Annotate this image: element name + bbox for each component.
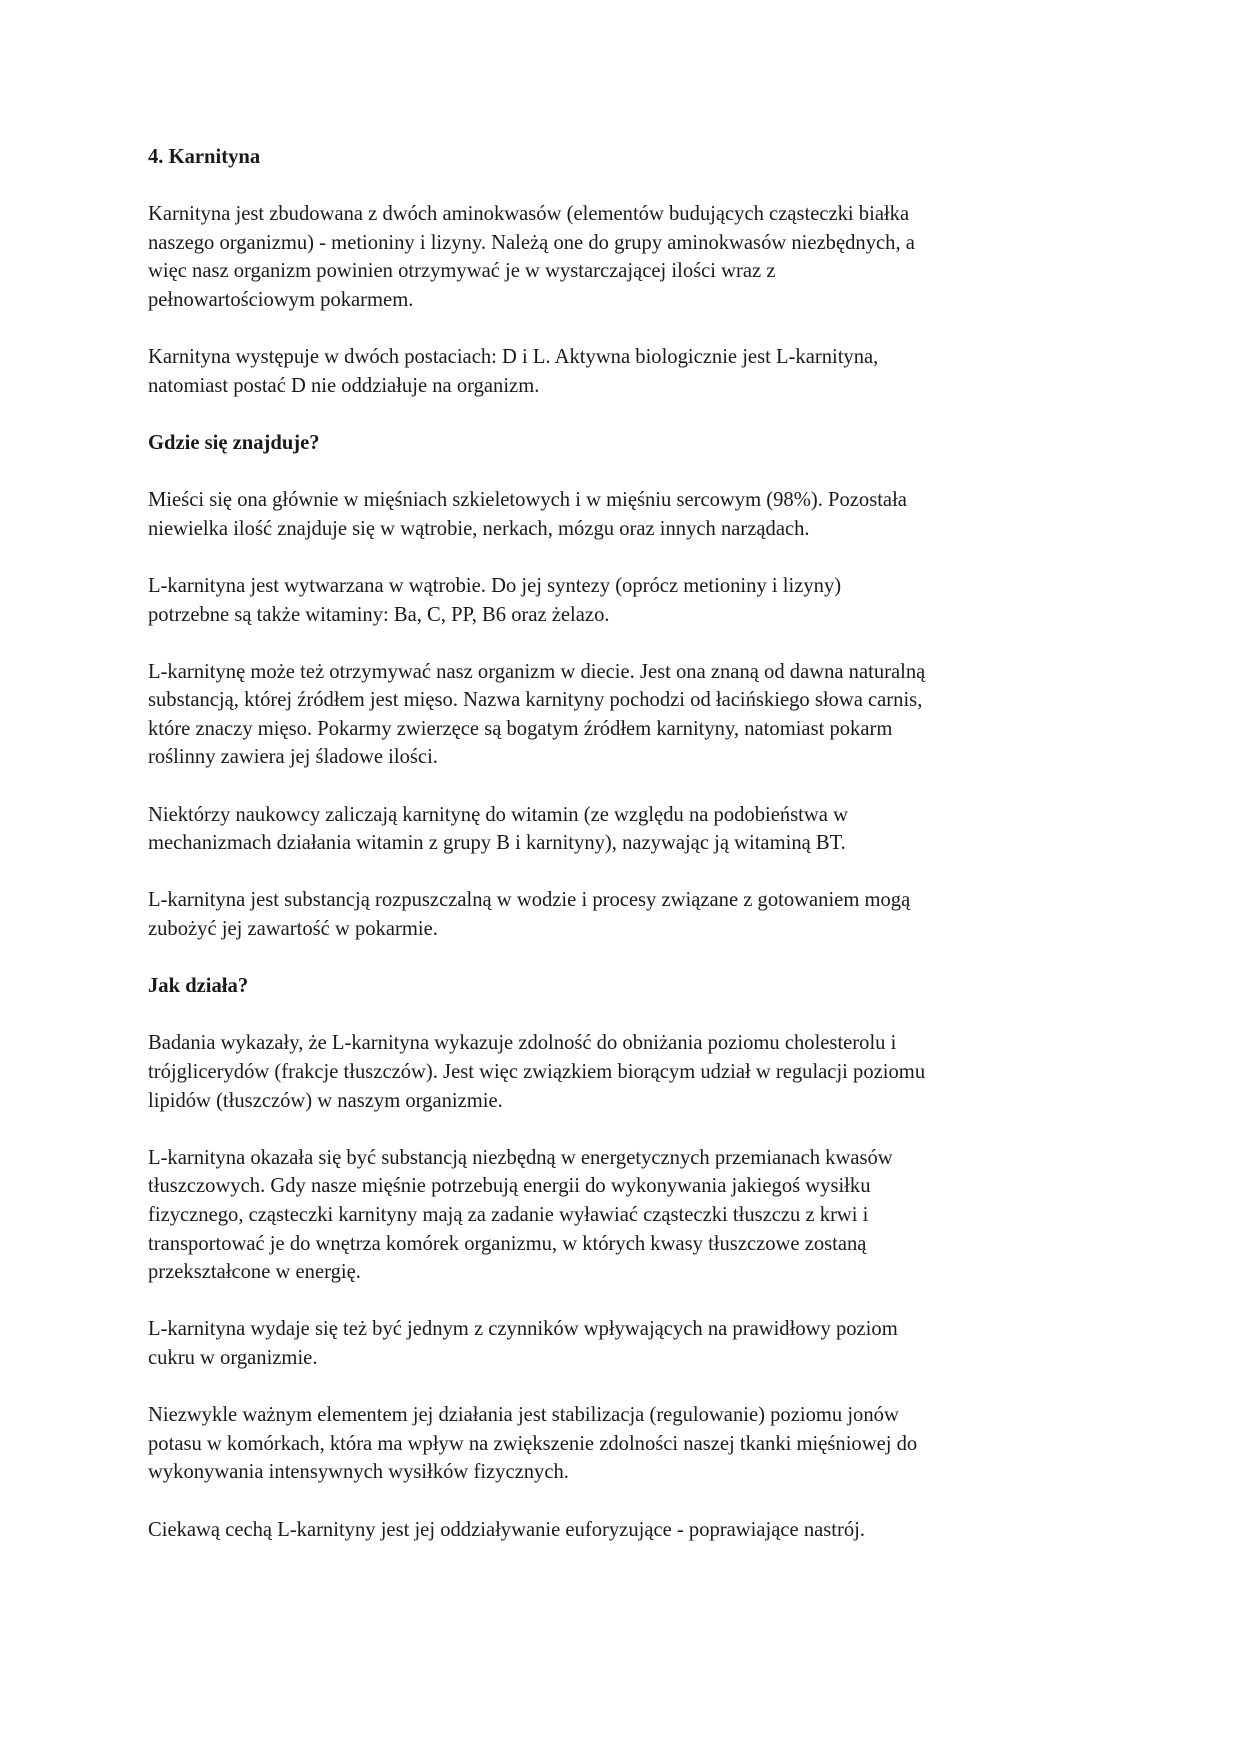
section-heading-location: Gdzie się znajduje? (148, 431, 320, 454)
paragraph-potassium (148, 1401, 1113, 1487)
text-line: Karnityna jest zbudowana z dwóch aminokwasów (elementów budujących cząsteczki białka (148, 203, 910, 226)
text-line: L-karnityna okazała się być substancją niezbędną w energetycznych przemianach kwasów (148, 1146, 893, 1169)
text-line: Karnityna występuje w dwóch postaciach: D i L. Aktywna biologicznie jest L-karnityna, (148, 346, 879, 369)
text-line: przekształcone w energię. (148, 1261, 361, 1284)
text-line: które znaczy mięso. Pokarmy zwierzęce są bogatym źródłem karnityny, natomiast pokarm (148, 717, 893, 740)
paragraph-location (148, 486, 1113, 543)
text-line: cukru w organizmie. (148, 1346, 318, 1369)
document-title: 4. Karnityna (148, 146, 261, 168)
text-line: Ciekawą cechą L-karnityny jest jej oddziaływanie euforyzujące - poprawiające nastrój. (148, 1518, 866, 1541)
paragraph-mood (148, 1516, 1113, 1545)
text-line: naszego organizmu) - metioniny i lizyny. Należą one do grupy aminokwasów niezbędnych, a (148, 231, 915, 254)
text-line: lipidów (tłuszczów) w naszym organizmie. (148, 1089, 503, 1112)
text-line: tłuszczowych. Gdy nasze mięśnie potrzebują energii do wykonywania jakiegoś wysiłku (148, 1175, 871, 1198)
paragraph-energy (148, 1144, 1113, 1287)
paragraph-diet (148, 658, 1113, 772)
text-line: mechanizmach działania witamin z grupy B i karnityny), nazywając ją witaminą BT. (148, 832, 846, 855)
text-line: wykonywania intensywnych wysiłków fizycznych. (148, 1461, 569, 1484)
text-line: L-karnityna jest wytwarzana w wątrobie. Do jej syntezy (oprócz metioniny i lizyny) (148, 574, 842, 597)
paragraph-sugar (148, 1315, 1113, 1372)
paragraph-solubility (148, 886, 1113, 943)
paragraph-synthesis (148, 572, 1113, 629)
text-line: Niektórzy naukowcy zaliczają karnitynę do witamin (ze względu na podobieństwa w (148, 803, 848, 826)
text-line: Niezwykle ważnym elementem jej działania jest stabilizacja (regulowanie) poziomu jonów (148, 1404, 899, 1427)
paragraph-forms (148, 343, 1113, 400)
paragraph-composition (148, 200, 1113, 314)
text-line: zubożyć jej zawartość w pokarmie. (148, 918, 438, 941)
text-line: niewielka ilość znajduje się w wątrobie, nerkach, mózgu oraz innych narządach. (148, 517, 810, 540)
text-line: trójglicerydów (frakcje tłuszczów). Jest więc związkiem biorącym udział w regulacji poziomu (148, 1061, 926, 1083)
paragraph-cholesterol (148, 1029, 1113, 1115)
text-line: substancją, której źródłem jest mięso. Nazwa karnityny pochodzi od łacińskiego słowa carnis, (148, 689, 923, 712)
text-line: potrzebne są także witaminy: Ba, C, PP, B6 oraz żelazo. (148, 603, 610, 626)
text-line: potasu w komórkach, która ma wpływ na zwiększenie zdolności naszej tkanki mięśniowej do (148, 1432, 918, 1455)
text-line: Mieści się ona głównie w mięśniach szkieletowych i w mięśniu sercowym (98%). Pozostała (148, 489, 907, 512)
text-line: pełnowartościowym pokarmem. (148, 288, 414, 311)
text-line: Badania wykazały, że L-karnityna wykazuje zdolność do obniżania poziomu cholesterolu i (148, 1032, 897, 1055)
text-line: więc nasz organizm powinien otrzymywać je w wystarczającej ilości wraz z (148, 260, 776, 283)
text-line: L-karnitynę może też otrzymywać nasz organizm w diecie. Jest ona znaną od dawna naturalną (148, 660, 926, 683)
text-line: L-karnityna wydaje się też być jednym z czynników wpływających na prawidłowy poziom (148, 1318, 898, 1341)
text-line: L-karnityna jest substancją rozpuszczalną w wodzie i procesy związane z gotowaniem mogą (148, 889, 911, 912)
text-line: natomiast postać D nie oddziałuje na organizm. (148, 374, 540, 397)
paragraph-vitamin-bt (148, 801, 1113, 858)
section-heading-action: Jak działa? (148, 975, 249, 998)
text-line: roślinny zawiera jej śladowe ilości. (148, 746, 438, 769)
text-line: transportować je do wnętrza komórek organizmu, w których kwasy tłuszczowe zostaną (148, 1232, 867, 1255)
text-line: fizycznego, cząsteczki karnityny mają za zadanie wyławiać cząsteczki tłuszczu z krwi i (148, 1203, 869, 1226)
document-page (148, 143, 1113, 1573)
